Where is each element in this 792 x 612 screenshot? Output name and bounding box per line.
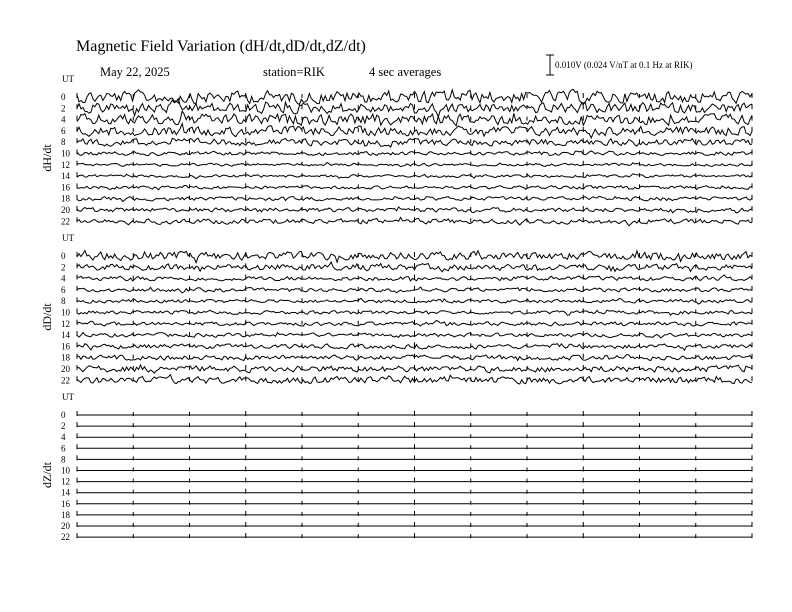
row-label: 8 bbox=[61, 296, 66, 307]
row-label: 10 bbox=[61, 465, 70, 476]
row-label: 4 bbox=[61, 273, 66, 284]
row-label: 18 bbox=[61, 193, 70, 204]
panel-dd-dt bbox=[40, 233, 752, 385]
chart-title: Magnetic Field Variation (dH/dt,dD/dt,dZ/dt) bbox=[76, 38, 366, 55]
row-label: 22 bbox=[61, 532, 70, 543]
row-label: 0 bbox=[61, 92, 66, 102]
row-label: 20 bbox=[61, 521, 70, 531]
row-label: 12 bbox=[61, 159, 70, 170]
y-axis-label: dD/dt bbox=[40, 303, 54, 331]
row-label: 20 bbox=[61, 205, 70, 215]
panel-dz-dt bbox=[40, 392, 752, 542]
row-label: 0 bbox=[61, 251, 66, 261]
row-label: 12 bbox=[61, 476, 70, 487]
row-label: 4 bbox=[61, 114, 66, 125]
row-label: 22 bbox=[61, 216, 70, 227]
row-label: 18 bbox=[61, 352, 70, 363]
row-label: 8 bbox=[61, 137, 66, 148]
scale-bar-label: 0.010V (0.024 V/nT at 0.1 Hz at RIK) bbox=[555, 60, 693, 70]
y-axis-label: dZ/dt bbox=[40, 462, 54, 488]
row-label: 12 bbox=[61, 318, 70, 329]
row-label: 22 bbox=[61, 375, 70, 386]
ut-label: UT bbox=[62, 74, 74, 84]
row-label: 20 bbox=[61, 364, 70, 374]
row-label: 4 bbox=[61, 432, 66, 443]
row-label: 0 bbox=[61, 410, 66, 420]
ut-label: UT bbox=[62, 233, 74, 243]
row-label: 2 bbox=[61, 262, 66, 273]
ut-label: UT bbox=[62, 392, 74, 402]
scale-bar bbox=[546, 55, 554, 75]
row-label: 6 bbox=[61, 284, 66, 295]
row-label: 18 bbox=[61, 509, 70, 520]
row-label: 16 bbox=[61, 182, 70, 193]
row-label: 14 bbox=[61, 171, 70, 182]
row-label: 8 bbox=[61, 454, 66, 465]
date-label: May 22, 2025 bbox=[100, 65, 170, 79]
station-label: station=RIK bbox=[263, 65, 325, 79]
row-label: 10 bbox=[61, 307, 70, 318]
row-label: 16 bbox=[61, 341, 70, 352]
row-label: 6 bbox=[61, 125, 66, 136]
row-label: 16 bbox=[61, 498, 70, 509]
panel-dh-dt bbox=[40, 74, 752, 226]
row-label: 14 bbox=[61, 330, 70, 341]
row-label: 14 bbox=[61, 487, 70, 498]
row-label: 2 bbox=[61, 103, 66, 114]
row-label: 6 bbox=[61, 443, 66, 454]
row-label: 2 bbox=[61, 421, 66, 432]
y-axis-label: dH/dt bbox=[40, 144, 54, 172]
row-label: 10 bbox=[61, 148, 70, 159]
averaging-label: 4 sec averages bbox=[369, 65, 442, 79]
